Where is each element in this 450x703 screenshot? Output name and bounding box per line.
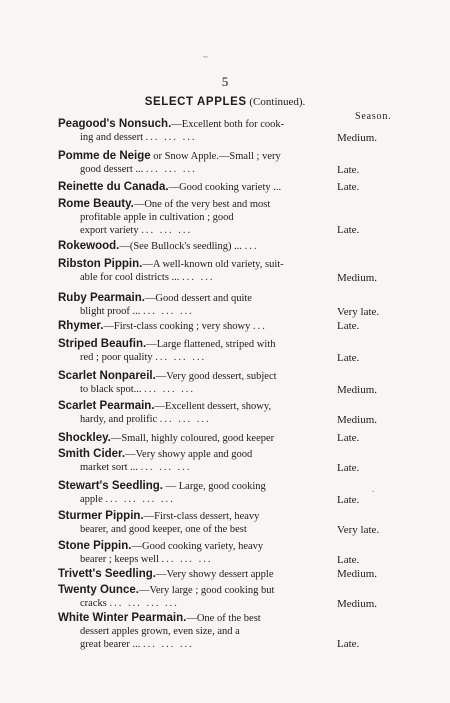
apple-description-continued: red ; poor quality	[80, 352, 153, 363]
season-value: Medium.	[337, 568, 378, 580]
apple-name: Scarlet Nonpareil.	[58, 370, 156, 382]
apple-description: —Small, highly coloured, good keeper	[110, 433, 275, 444]
apple-description: —Very good dessert, subject	[155, 371, 277, 382]
apple-name: Peagood's Nonsuch.	[58, 118, 172, 130]
season-value: Medium.	[337, 132, 378, 144]
apple-name: Stewart's Seedling.	[58, 480, 163, 492]
apple-entry	[58, 370, 332, 396]
leader-dots: ... ... ...	[144, 384, 196, 395]
season-value: Very late.	[337, 306, 380, 318]
leader-dots: ... ... ...	[159, 414, 211, 425]
leader-dots: ... ... ...	[145, 164, 197, 175]
apple-name: Stone Pippin.	[58, 540, 132, 552]
apple-description: — Large, good cooking	[163, 481, 266, 492]
apple-description-continued: able for cool districts ...	[80, 272, 180, 283]
apple-name: Scarlet Pearmain.	[58, 400, 155, 412]
leader-dots: ... ... ...	[143, 306, 194, 317]
apple-description-continued: great bearer ...	[80, 639, 141, 650]
apple-name: Ribston Pippin.	[58, 258, 143, 270]
apple-entry	[58, 432, 332, 445]
apple-description-continued: market sort ...	[80, 462, 139, 473]
apple-name: Rhymer.	[58, 320, 104, 332]
apple-entry	[58, 198, 332, 237]
leader-dots: ... ... ... ...	[109, 598, 179, 609]
apple-description: —Good cooking variety ...	[168, 182, 282, 193]
apple-name: Rokewood.	[58, 240, 120, 252]
season-value: Late.	[337, 638, 360, 650]
leader-dots: ... ... ...	[145, 132, 197, 143]
leader-dots: ... ... ...	[141, 225, 193, 236]
apple-entry	[58, 510, 332, 536]
apple-description: —Very showy dessert apple	[155, 569, 274, 580]
leader-dots: ...	[253, 321, 267, 332]
season-value: Late.	[337, 164, 360, 176]
apple-description: —Very large ; good cooking but	[138, 585, 275, 596]
apple-description-continued: dessert apples grown, even size, and a	[80, 626, 240, 637]
apple-entry	[58, 568, 332, 581]
apple-entry	[58, 181, 332, 194]
apple-name: Striped Beaufin.	[58, 338, 147, 350]
apple-name: Sturmer Pippin.	[58, 510, 144, 522]
apple-name: Shockley.	[58, 432, 111, 444]
leader-dots: ... ... ...	[140, 462, 192, 473]
apple-entry	[58, 118, 332, 144]
season-value: Very late.	[337, 524, 380, 536]
season-value: Late.	[337, 494, 360, 506]
apple-description: —First-class dessert, heavy	[143, 511, 260, 522]
apple-entry	[58, 258, 332, 284]
season-value: Late.	[337, 224, 360, 236]
apple-name: Pomme de Neige	[58, 150, 151, 162]
season-value: Medium.	[337, 384, 378, 396]
leader-dots: ...	[244, 241, 259, 252]
page-heading	[0, 96, 450, 108]
season-value: Late.	[337, 352, 360, 364]
apple-entry	[58, 338, 332, 364]
apple-description-continued: blight proof ...	[80, 306, 141, 317]
apple-description-continued: export variety	[80, 225, 139, 236]
leader-dots: ... ...	[182, 272, 215, 283]
leader-dots: ... ... ... ...	[105, 494, 175, 505]
stray-mark: .	[372, 484, 375, 494]
leader-dots: ... ... ...	[155, 352, 207, 363]
season-value: Late.	[337, 181, 360, 193]
apple-description-continued: to black spot...	[80, 384, 142, 395]
apple-description: —Good cooking variety, heavy	[131, 541, 264, 552]
season-value: Medium.	[337, 414, 378, 426]
apple-description-continued: bearer ; keeps well	[80, 554, 160, 565]
apple-description: —A well-known old variety, suit-	[142, 259, 284, 270]
apple-description: —(See Bullock's seedling) ...	[119, 241, 242, 252]
apple-entry	[58, 480, 332, 506]
heading-main: SELECT APPLES	[144, 96, 247, 108]
apple-description: or Snow Apple.—Small ; very	[150, 151, 281, 162]
apple-description-continued: cracks	[80, 598, 107, 609]
apple-description: —Good dessert and quite	[144, 293, 252, 304]
apple-description-continued: ing and dessert	[80, 132, 143, 143]
page-number: 5	[221, 74, 229, 89]
apple-entry	[58, 612, 332, 651]
apple-name: Reinette du Canada.	[58, 181, 169, 193]
apple-description-continued: good dessert ...	[80, 164, 144, 175]
leader-dots: ... ... ...	[161, 554, 213, 565]
apple-description: —Large flattened, striped with	[146, 339, 276, 350]
apple-name: Trivett's Seedling.	[58, 568, 156, 580]
apple-entry	[58, 150, 332, 176]
season-value: Late.	[337, 320, 360, 332]
apple-entry	[58, 540, 332, 566]
top-mark: ~	[203, 52, 208, 62]
apple-name: White Winter Pearmain.	[58, 612, 187, 624]
season-column-header: Season.	[355, 111, 392, 122]
apple-description: —Excellent dessert, showy,	[154, 401, 272, 412]
apple-entry	[58, 400, 332, 426]
apple-description: —One of the best	[186, 613, 261, 624]
apple-description: —First-class cooking ; very showy	[103, 321, 251, 332]
season-value: Late.	[337, 554, 360, 566]
apple-description-continued: bearer, and good keeper, one of the best	[80, 524, 247, 535]
apple-description: —One of the very best and most	[133, 199, 271, 210]
apple-description-continued: hardy, and prolific	[80, 414, 158, 425]
apple-entry	[58, 292, 332, 318]
apple-description-continued: apple	[80, 494, 103, 505]
season-value: Medium.	[337, 272, 378, 284]
season-value: Late.	[337, 462, 360, 474]
apple-name: Twenty Ounce.	[58, 584, 139, 596]
leader-dots: ... ... ...	[142, 639, 194, 650]
apple-name: Rome Beauty.	[58, 198, 134, 210]
season-value: Medium.	[337, 598, 378, 610]
season-value: Late.	[337, 432, 360, 444]
apple-description-continued: profitable apple in cultivation ; good	[80, 212, 234, 223]
apple-description: —Excellent both for cook-	[171, 119, 285, 130]
apple-entry	[58, 320, 332, 333]
apple-entry	[58, 584, 332, 610]
apple-entry	[58, 448, 332, 474]
apple-name: Smith Cider.	[58, 448, 126, 460]
apple-description: —Very showy apple and good	[125, 449, 253, 460]
apple-entry	[58, 240, 332, 253]
apple-name: Ruby Pearmain.	[58, 292, 145, 304]
heading-sub: (Continued).	[249, 96, 306, 108]
